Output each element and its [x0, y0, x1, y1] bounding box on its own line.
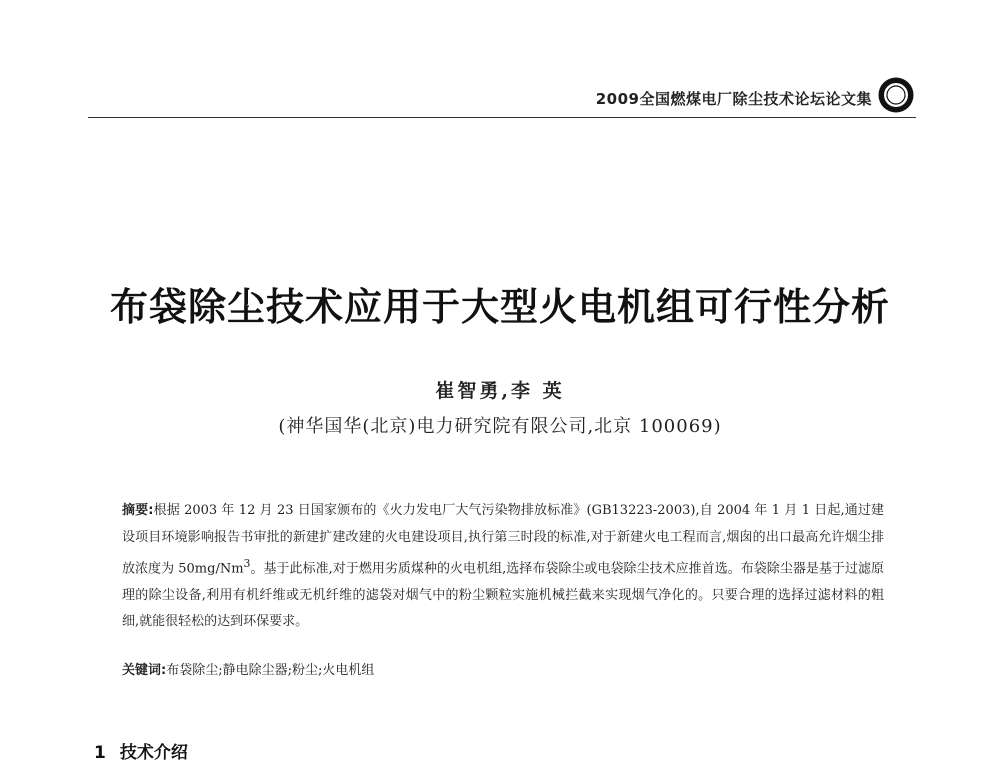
paper-affiliation: (神华国华(北京)电力研究院有限公司,北京 100069) — [278, 416, 722, 437]
keywords-text: 布袋除尘;静电除尘器;粉尘;火电机组 — [166, 663, 375, 678]
conference-logo — [877, 76, 915, 114]
keywords-block — [122, 659, 374, 678]
paper-title: 布袋除尘技术应用于大型火电机组可行性分析 — [109, 285, 890, 329]
section-number: 1 — [94, 743, 106, 763]
section-heading — [94, 738, 188, 763]
header-divider — [88, 117, 916, 118]
abstract-text-part2: 。基于此标准,对于燃用劣质煤种的火电机组,选择布袋除尘或电袋除尘技术应推首选。布袋除尘器是基于过滤原理的除尘设备,利用有机纤维或无机纤维的滤袋对烟气中的粉尘颗粒实施机械拦截来实现烟气净化的。只要合理的选择过滤材料的粗细,就能很轻松的达到环保要求。 — [122, 561, 885, 630]
section-title: 技术介绍 — [119, 743, 188, 763]
abstract-superscript: 3 — [243, 557, 251, 570]
journal-header: 2009全国燃煤电厂除尘技术论坛论文集 — [595, 90, 872, 108]
keywords-label: 关键词: — [122, 663, 167, 678]
abstract-label: 摘要: — [122, 503, 154, 518]
paper-authors: 崔智勇,李 英 — [435, 380, 565, 402]
abstract-block — [122, 498, 884, 636]
abstract-text-part1: 根据 2003 年 12 月 23 日国家颁布的《火力发电厂大气污染物排放标准》(GB13223-2003),自 2004 年 1 月 1 日起,通过建设项目环境影响报告书审批的新建扩建改建的火电建设项目,执行第三时段的标准,对于新建火电工程而言,烟囱的出口最高允许烟尘排放浓度为 50mg/Nm — [122, 503, 884, 577]
